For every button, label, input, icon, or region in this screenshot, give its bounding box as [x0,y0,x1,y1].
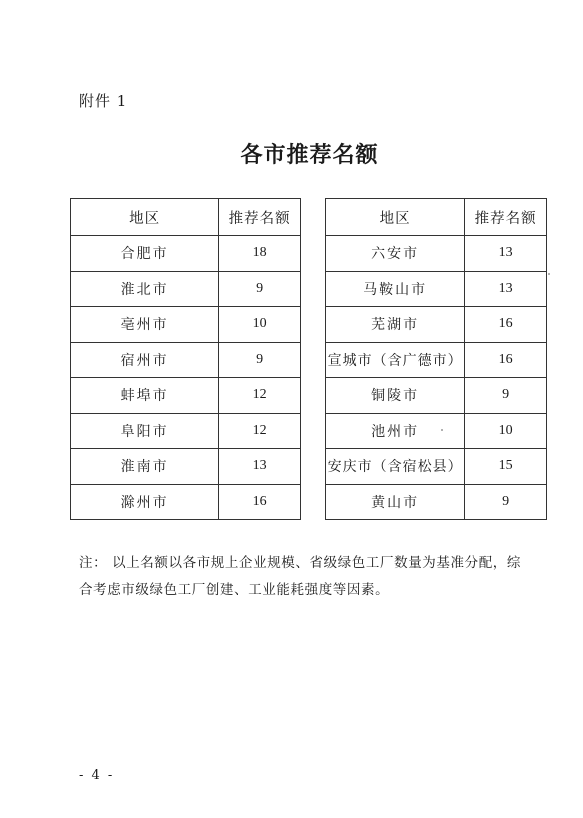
table-gap [301,378,326,414]
table-row [71,413,547,449]
quota-table [70,198,547,520]
table-gap [301,342,326,378]
table-gap [301,199,326,236]
document-title: 各市推荐名额 [240,143,379,168]
table-row [71,236,547,272]
attachment-label: 附件 1 [79,92,128,110]
quota-cell: 16 [465,307,547,343]
table-row [71,484,547,520]
region-cell: 池州市 [326,413,465,449]
region-cell: 宿州市 [71,342,219,378]
region-cell: 马鞍山市 [326,271,465,307]
table-row [71,378,547,414]
region-cell: 芜湖市 [326,307,465,343]
header-region-right: 地区 [326,199,465,236]
header-quota-right: 推荐名额 [465,199,547,236]
quota-cell: 16 [465,342,547,378]
quota-cell: 13 [465,236,547,272]
quota-cell: 18 [219,236,301,272]
table-gap [301,484,326,520]
header-region-left: 地区 [71,199,219,236]
table-row [71,307,547,343]
region-cell: 淮南市 [71,449,219,485]
quota-cell: 12 [219,413,301,449]
table-row [71,449,547,485]
region-cell: 宣城市（含广德市） [326,342,465,378]
table-note: 注： 以上名额以各市规上企业规模、省级绿色工厂数量为基准分配，综合考虑市级绿色工厂创建、工业能耗强度等因素。 [79,555,521,598]
region-cell: 蚌埠市 [71,378,219,414]
region-cell: 滁州市 [71,484,219,520]
region-cell: 铜陵市 [326,378,465,414]
quota-cell: 10 [465,413,547,449]
quota-cell: 15 [465,449,547,485]
table-row [71,342,547,378]
region-cell: 亳州市 [71,307,219,343]
table-row [71,271,547,307]
quota-cell: 13 [219,449,301,485]
page-number: - 4 - [79,768,115,783]
region-cell: 六安市 [326,236,465,272]
region-cell: 阜阳市 [71,413,219,449]
quota-cell: 9 [219,271,301,307]
quota-cell: 9 [219,342,301,378]
region-cell: 合肥市 [71,236,219,272]
table-gap [301,271,326,307]
quota-cell: 10 [219,307,301,343]
header-quota-left: 推荐名额 [219,199,301,236]
scan-speck [441,429,443,431]
table-header-row [71,199,547,236]
quota-cell: 12 [219,378,301,414]
quota-cell: 9 [465,484,547,520]
quota-cell: 13 [465,271,547,307]
region-cell: 淮北市 [71,271,219,307]
quota-cell: 16 [219,484,301,520]
table-gap [301,236,326,272]
scan-speck [548,273,550,275]
region-cell: 黄山市 [326,484,465,520]
region-cell: 安庆市（含宿松县） [326,449,465,485]
table-gap [301,413,326,449]
table-gap [301,449,326,485]
table-gap [301,307,326,343]
quota-cell: 9 [465,378,547,414]
